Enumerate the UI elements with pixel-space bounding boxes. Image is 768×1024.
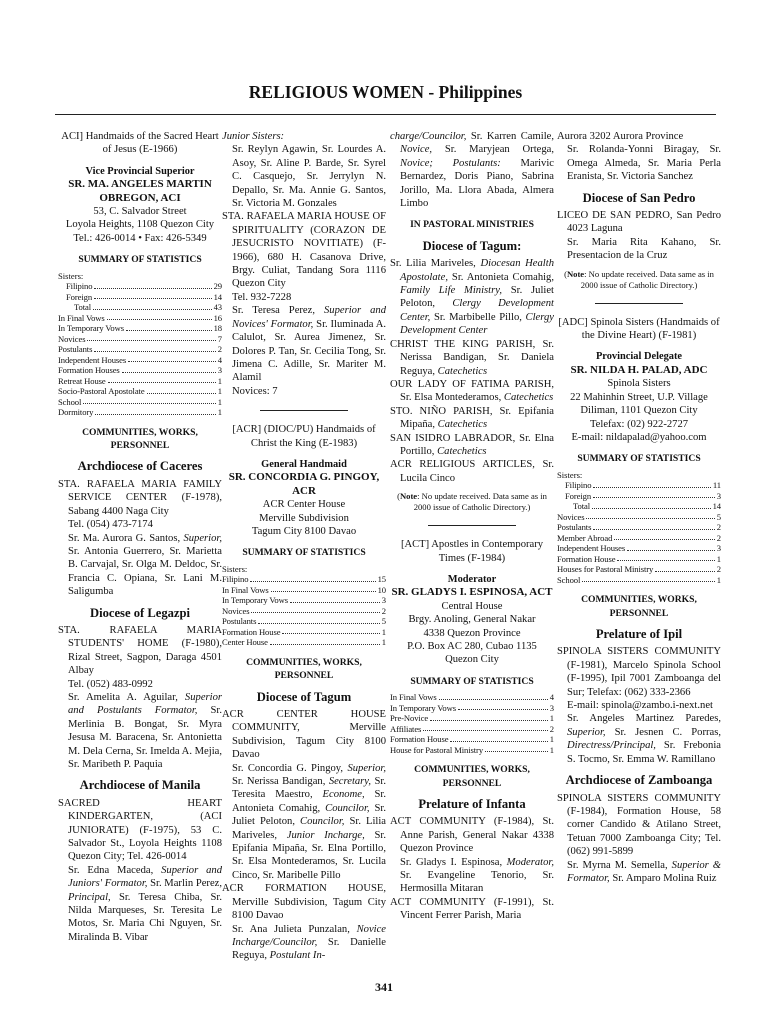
community-entry: Junior Sisters: Sr. Reylyn Agawin, Sr. Lourdes A. Asoy, Sr. Aline P. Barde, Sr. Syrel C. Casquejo, Sr. Jerrylyn N. Depallo, Sr. Ma. Annie G. Santos, Sr. Victoria M. Gonzales (222, 131, 386, 210)
stat-row (58, 365, 222, 376)
stat-label: Formation House (390, 734, 449, 745)
stat-row (222, 637, 386, 648)
stat-row (222, 595, 386, 606)
address-line: Telefax: (02) 922-2727 (589, 418, 689, 430)
stat-label: Formation House (557, 553, 616, 564)
stat-label: Formation House (222, 626, 281, 637)
stat-row (557, 512, 721, 523)
stat-label: Total (573, 501, 591, 512)
community-entry: ACT COMMUNITY (F-1984), St. Anne Parish, General Nakar 4338 Quezon Province Sr. Gladys I. Espinosa, Moderator, Sr. Evangeline Tenorio, Sr. Hermosilla Mitaran (390, 816, 554, 895)
stat-label: Novices (557, 511, 585, 522)
stat-row (58, 386, 222, 397)
address-line: Central House (441, 600, 503, 612)
stat-row (557, 554, 721, 565)
stat-row (222, 574, 386, 585)
stat-value: 14 (712, 501, 721, 512)
stat-row (58, 313, 222, 324)
stat-row (58, 292, 222, 303)
stat-label: Foreign (66, 291, 93, 302)
community-entry: SAN ISIDRO LABRADOR, Sr. Elna Portillo, Catechetics (390, 432, 554, 457)
stat-row (390, 713, 554, 724)
stat-leader (450, 734, 547, 742)
stat-row (58, 344, 222, 355)
stat-label: Total (74, 302, 92, 313)
subsection-heading: IN PASTORAL MINISTRIES (410, 219, 534, 231)
stat-row (222, 585, 386, 596)
stat-leader (87, 334, 215, 342)
community-entry: ACR RELIGIOUS ARTICLES, Sr. Lucila Cinco (390, 459, 554, 484)
stat-label: Novices (222, 605, 250, 616)
stat-label: Affiliates (390, 723, 422, 734)
stat-row (58, 334, 222, 345)
stat-value: 2 (716, 522, 721, 533)
stat-value: 5 (381, 616, 386, 627)
stat-value: 1 (716, 553, 721, 564)
diocese-heading: Diocese of Tagum (256, 689, 352, 704)
address-line: 4338 Quezon Province (423, 627, 521, 639)
stat-row (390, 703, 554, 714)
stat-leader (593, 522, 714, 530)
community-entry: ACR FORMATION HOUSE, Merville Subdivision, Tagum City 8100 Davao Sr. Ana Julieta Punzalan, Novice Incharge/Councilor, Sr. Danielle Reguya, Postulant In- (222, 883, 386, 962)
subsection-heading: COMMUNITIES, WORKS, PERSONNEL (82, 426, 198, 452)
stat-row (557, 501, 721, 512)
page-header: RELIGIOUS WOMEN - Philippines (248, 82, 523, 102)
diocese-heading: Diocese of Legazpi (89, 605, 191, 620)
stat-leader (147, 386, 216, 394)
stat-leader (271, 585, 376, 593)
community-entry: ACR CENTER HOUSE COMMUNITY, Merville Subdivision, Tagum City 8100 Davao Sr. Concordia G. Pingoy, Superior, Sr. Nerissa Bandigan, Secretary, Sr. Teresita Maestro, Econome, Sr. Antonieta Comahig, Councilor, Sr. Juliet Peloton, Councilor, Sr. Lilia Mariveles, Junior Incharge, Sr. Epifania Mipaña, Sr. Elna Portillo, Sr. Elsa Montederamos, Sr. Lucila Cinco, Sr. Maribelle Pillo (222, 709, 386, 881)
stat-label: Houses for Pastoral Ministry (557, 564, 654, 575)
subsection-heading: SUMMARY OF STATISTICS (242, 547, 366, 559)
section-divider (260, 410, 348, 411)
note-text: (Note: No update received. Data same as in 2000 issue of Catholic Directory.) (564, 268, 714, 290)
stat-leader (95, 407, 215, 415)
stat-leader (122, 365, 216, 373)
stat-row (557, 533, 721, 544)
role-heading: Vice Provincial Superior (85, 165, 195, 177)
stat-value: 14 (213, 291, 222, 302)
stat-label: Dormitory (58, 407, 94, 418)
stat-value: 4 (217, 354, 222, 365)
stat-leader (439, 692, 548, 700)
community-entry: Sr. Lilia Mariveles, Diocesan Health Apostolate, Sr. Antonieta Comahig, Family Life Ministry, Sr. Juliet Peloton, Clergy Development Center, Sr. Marbibelle Pillo, Clergy Development Center (390, 258, 555, 337)
stat-leader (270, 637, 380, 645)
address-line: 53, C. Salvador Street (93, 206, 187, 218)
stat-row (222, 616, 386, 627)
stat-row (390, 745, 554, 756)
stat-value: 16 (213, 312, 222, 323)
stat-label: Independent Houses (557, 543, 626, 554)
role-heading: General Handmaid (261, 458, 347, 470)
stats-group-label: Sisters: (222, 563, 248, 574)
diocese-heading: Archdiocese of Manila (79, 778, 201, 793)
subsection-heading: SUMMARY OF STATISTICS (577, 453, 701, 465)
stat-value: 1 (381, 637, 386, 648)
stat-value: 5 (716, 511, 721, 522)
stat-leader (108, 376, 216, 384)
community-entry: SPINOLA SISTERS COMMUNITY (F-1984), Formation House, 58 corner Candido & Atilano Street, Tetuan 7000 Zamboanga City; Tel. (062) 991-5899 Sr. Myrna M. Semella, Superior & Formator, Sr. Amparo Molina Ruiz (557, 792, 721, 884)
stat-value: 10 (377, 584, 386, 595)
stat-label: Postulants (222, 616, 257, 627)
stat-leader (258, 616, 379, 624)
stat-leader (107, 313, 212, 321)
stat-leader (655, 564, 715, 572)
stat-value: 29 (213, 281, 222, 292)
stat-row (390, 734, 554, 745)
address-line: Spinola Sisters (607, 378, 671, 390)
stat-value: 3 (217, 365, 222, 376)
superior-name: SR. NILDA H. PALAD, ADC (570, 363, 708, 376)
column-4 (557, 130, 721, 885)
subsection-heading: SUMMARY OF STATISTICS (410, 675, 534, 687)
community-entry: STA. RAFAELA MARIA HOUSE OF SPIRITUALITY (CORAZON DE JESUCRISTO NOVITIATE) (F-1966), 680 H. Casanova Drive, Brgy. Culiat, Tandang Sora 1116 Quezon City Tel. 932-7228 Sr. Teresa Perez, Superior and Novices' Formator, Sr. Iluminada A. Calulot, Sr. Aurea Jimenez, Sr. Dolores P. Tan, Sr. Cecilia Tong, Sr. Jimena C. Adille, Sr. Mariter M. Alamil Novices: 7 (222, 211, 387, 397)
page-number: 341 (375, 980, 393, 994)
diocese-heading: Diocese of San Pedro (582, 190, 696, 205)
stat-row (58, 397, 222, 408)
stat-value: 1 (549, 744, 554, 755)
stat-label: Novices (58, 333, 86, 344)
diocese-heading: Archdiocese of Zamboanga (565, 773, 713, 788)
stat-label: House for Pastoral Ministry (390, 744, 484, 755)
stat-leader (423, 724, 547, 732)
community-entry: STO. NIÑO PARISH, Sr. Epifania Mipaña, Catechetics (390, 405, 554, 431)
stat-value: 3 (549, 702, 554, 713)
stat-row (222, 627, 386, 638)
stat-row (58, 281, 222, 292)
address-line: Loyola Heights, 1108 Quezon City (65, 219, 215, 231)
stat-label: In Temporary Vows (390, 702, 456, 713)
community-entry: ACT COMMUNITY (F-1991), St. Vincent Ferrer Parish, Maria (390, 896, 554, 922)
stat-row (557, 480, 721, 491)
diocese-heading: Prelature of Infanta (418, 797, 526, 812)
stat-leader (627, 543, 715, 551)
stat-leader (251, 606, 379, 614)
address-line: ACR Center House (262, 499, 346, 511)
intro-paragraph: [ACT] Apostles in Contemporary Times (F-1984) (400, 539, 544, 564)
community-entry: Aurora 3202 Aurora Province Sr. Rolanda-Yonni Biragay, Sr. Omega Almeda, Sr. Maria Perla Eranista, Sr. Victoria Sanchez (557, 131, 721, 183)
stat-value: 2 (549, 723, 554, 734)
stat-value: 4 (549, 692, 554, 703)
header-rule (55, 114, 716, 115)
stat-label: Retreat House (58, 375, 106, 386)
stat-row (557, 575, 721, 586)
role-heading: Provincial Delegate (595, 351, 683, 363)
stat-label: In Temporary Vows (222, 595, 288, 606)
stat-row (557, 522, 721, 533)
diocese-heading: Prelature of Ipil (595, 627, 683, 642)
stat-row (557, 491, 721, 502)
stat-leader (94, 344, 215, 352)
stat-label: Formation Houses (58, 365, 120, 376)
diocese-heading: Diocese of Tagum: (422, 238, 522, 253)
stat-label: School (58, 396, 82, 407)
stat-leader (126, 323, 212, 331)
stat-label: In Final Vows (390, 692, 437, 703)
diocese-heading: Archdiocese of Caceres (77, 459, 203, 474)
address-line: Tagum City 8100 Davao (251, 525, 357, 537)
address-line: Merville Subdivision (259, 512, 349, 524)
stat-label: In Final Vows (222, 584, 269, 595)
address-line: E-mail: nildapalad@yahoo.com (571, 431, 707, 443)
stat-value: 15 (377, 574, 386, 585)
stat-label: Filipino (222, 574, 249, 585)
stat-leader (290, 595, 380, 603)
stat-row (58, 323, 222, 334)
community-entry: STA. RAFAELA MARIA STUDENTS' HOME (F-1980), Rizal Street, Sagpon, Daraga 4501 Albay Tel. (052) 483-0992 Sr. Amelita A. Aguilar, Superior and Postulants Formator, Sr. Merlinia B. Bongat, Sr. Myra Jesusa M. Baracena, Sr. Antonietta M. Dela Cerna, Sr. Imelda A. Mejia, Sr. Maribeth P. Paquia (58, 624, 222, 770)
stat-row (557, 564, 721, 575)
stat-value: 2 (716, 532, 721, 543)
address-line: Brgy. Anoling, General Nakar (408, 614, 536, 626)
subsection-heading: COMMUNITIES, WORKS, PERSONNEL (581, 594, 697, 619)
stat-label: Member Abroad (557, 532, 613, 543)
stat-value: 43 (213, 302, 222, 313)
address-line: 22 Mahinhin Street, U.P. Village (570, 391, 708, 403)
column-2 (222, 130, 386, 963)
stat-leader (93, 302, 212, 310)
stats-group-label: Sisters: (557, 469, 583, 480)
stat-leader (586, 512, 714, 520)
stat-row (58, 407, 222, 418)
stat-value: 2 (381, 605, 386, 616)
stat-leader (485, 745, 548, 753)
stat-value: 3 (716, 490, 721, 501)
stat-leader (593, 480, 711, 488)
stat-value: 1 (716, 574, 721, 585)
stat-label: In Final Vows (58, 312, 105, 323)
stat-label: Postulants (557, 522, 592, 533)
stat-value: 1 (549, 734, 554, 745)
address-line: Tel.: 426-0014 • Fax: 426-5349 (73, 232, 207, 244)
note-text: (Note: No update received. Data same as in 2000 issue of Catholic Directory.) (397, 491, 547, 513)
role-heading: Moderator (447, 573, 497, 585)
stat-row (222, 606, 386, 617)
stat-leader (582, 575, 715, 583)
stat-value: 18 (213, 323, 222, 334)
community-entry: SACRED HEART KINDERGARTEN, (ACI JUNIORATE) (F-1975), 53 C. Salvador St., Loyola Heights 1108 Quezon City; Tel. 426-0014 Sr. Edna Maceda, Superior and Juniors' Formator, Sr. Marlin Perez, Principal, Sr. Teresa Chiba, Sr. Nilda Marqueses, Sr. Teresita Le Motos, Sr. Maria Chi Nguyen, Sr. Miralinda B. Vibar (58, 797, 222, 943)
stat-label: Center House (222, 637, 268, 648)
stat-value: 3 (716, 543, 721, 554)
stat-value: 7 (217, 333, 222, 344)
stat-leader (250, 574, 375, 582)
stat-label: Socio-Pastoral Apostolate (58, 386, 145, 397)
community-entry: STA. RAFAELA MARIA FAMILY SERVICE CENTER (F-1978), Sabang 4400 Naga City Tel. (054) 473-7174 Sr. Ma. Aurora G. Santos, Superior, Sr. Antonia Guerrero, Sr. Marietta B. Carvajal, Sr. Olga M. Deldoc, Sr. Francia C. Opiana, Sr. Lani M. Saligumba (58, 478, 222, 598)
stat-leader (128, 355, 216, 363)
community-entry: charge/Councilor, Sr. Karren Camile, Novice, Sr. Maryjean Ortega, Novice; Postulants: Marivic Bernardez, Doris Piano, Sabrina Jorillo, Ma. Llora Abada, Almera Limbo (390, 131, 554, 210)
stat-row (58, 355, 222, 366)
section-divider (595, 303, 683, 304)
address-line: Quezon City (445, 654, 499, 666)
stat-value: 1 (381, 626, 386, 637)
stat-leader (458, 703, 548, 711)
stat-value: 1 (217, 407, 222, 418)
stat-value: 1 (217, 396, 222, 407)
stat-value: 2 (716, 564, 721, 575)
intro-paragraph: [ADC] Spinola Sisters (Handmaids of the Divine Heart) (F-1981) (558, 316, 720, 342)
community-entry: LICEO DE SAN PEDRO, San Pedro 4023 Laguna Sr. Maria Rita Kahano, Sr. Presentacion de la Cruz (557, 210, 721, 262)
stat-label: School (557, 574, 581, 585)
community-entry: OUR LADY OF FATIMA PARISH, Sr. Elsa Montederamos, Catechetics (390, 378, 554, 404)
stat-leader (94, 281, 211, 289)
subsection-heading: COMMUNITIES, WORKS, PERSONNEL (414, 764, 530, 789)
stat-row (58, 376, 222, 387)
intro-paragraph: [ACR] (DIOC/PU) Handmaids of Christ the King (E-1983) (232, 424, 376, 449)
address-line: P.O. Box AC 280, Cubao 1135 (407, 641, 537, 652)
stat-label: Foreign (565, 490, 592, 501)
stat-value: 3 (381, 595, 386, 606)
stat-row (390, 724, 554, 735)
column-3 (390, 130, 554, 923)
stat-value: 1 (549, 713, 554, 724)
stat-label: Filipino (66, 281, 93, 292)
stat-value: 11 (712, 480, 721, 491)
stat-row (390, 692, 554, 703)
intro-paragraph: ACI] Handmaids of the Sacred Heart of Jesus (E-1966) (61, 131, 219, 156)
stat-row (557, 543, 721, 554)
stat-label: Postulants (58, 344, 93, 355)
stat-leader (614, 533, 715, 541)
stat-label: Filipino (565, 480, 592, 491)
stat-leader (83, 397, 216, 405)
stat-leader (593, 491, 715, 499)
stat-row (58, 302, 222, 313)
subsection-heading: SUMMARY OF STATISTICS (78, 254, 202, 266)
subsection-heading: COMMUNITIES, WORKS, PERSONNEL (246, 656, 362, 682)
stat-label: Independent Houses (58, 354, 127, 365)
superior-name: SR. MA. ANGELES MARTIN OBREGON, ACI (68, 178, 212, 204)
column-1 (58, 130, 222, 944)
stat-leader (282, 627, 379, 635)
stat-leader (94, 292, 212, 300)
community-entry: SPINOLA SISTERS COMMUNITY (F-1981), Marcelo Spinola School (F-1995), Ipil 7001 Zamboanga del Sur; Telefax: (062) 333-2366 E-mail: spinola@zambo.i-next.net Sr. Angeles Martinez Paredes, Superior, Sr. Jesnen C. Porras, Directress/Principal, Sr. Frebonia S. Tocmo, Sr. Emma W. Ramillano (557, 646, 721, 765)
stat-leader (592, 501, 711, 509)
stat-value: 1 (217, 375, 222, 386)
stat-leader (430, 713, 548, 721)
section-divider (428, 525, 516, 526)
stat-leader (617, 554, 714, 562)
superior-name: SR. GLADYS I. ESPINOSA, ACT (391, 586, 553, 599)
superior-name: SR. CONCORDIA G. PINGOY, ACR (228, 471, 380, 497)
stats-group-label: Sisters: (58, 270, 84, 281)
stat-label: Pre-Novice (390, 713, 429, 724)
stat-label: In Temporary Vows (58, 323, 124, 334)
address-line: Diliman, 1101 Quezon City (580, 405, 698, 417)
stat-value: 2 (217, 344, 222, 355)
stat-value: 1 (217, 386, 222, 397)
community-entry: CHRIST THE KING PARISH, Sr. Nerissa Bandigan, Sr. Daniela Reguya, Catechetics (390, 338, 554, 377)
